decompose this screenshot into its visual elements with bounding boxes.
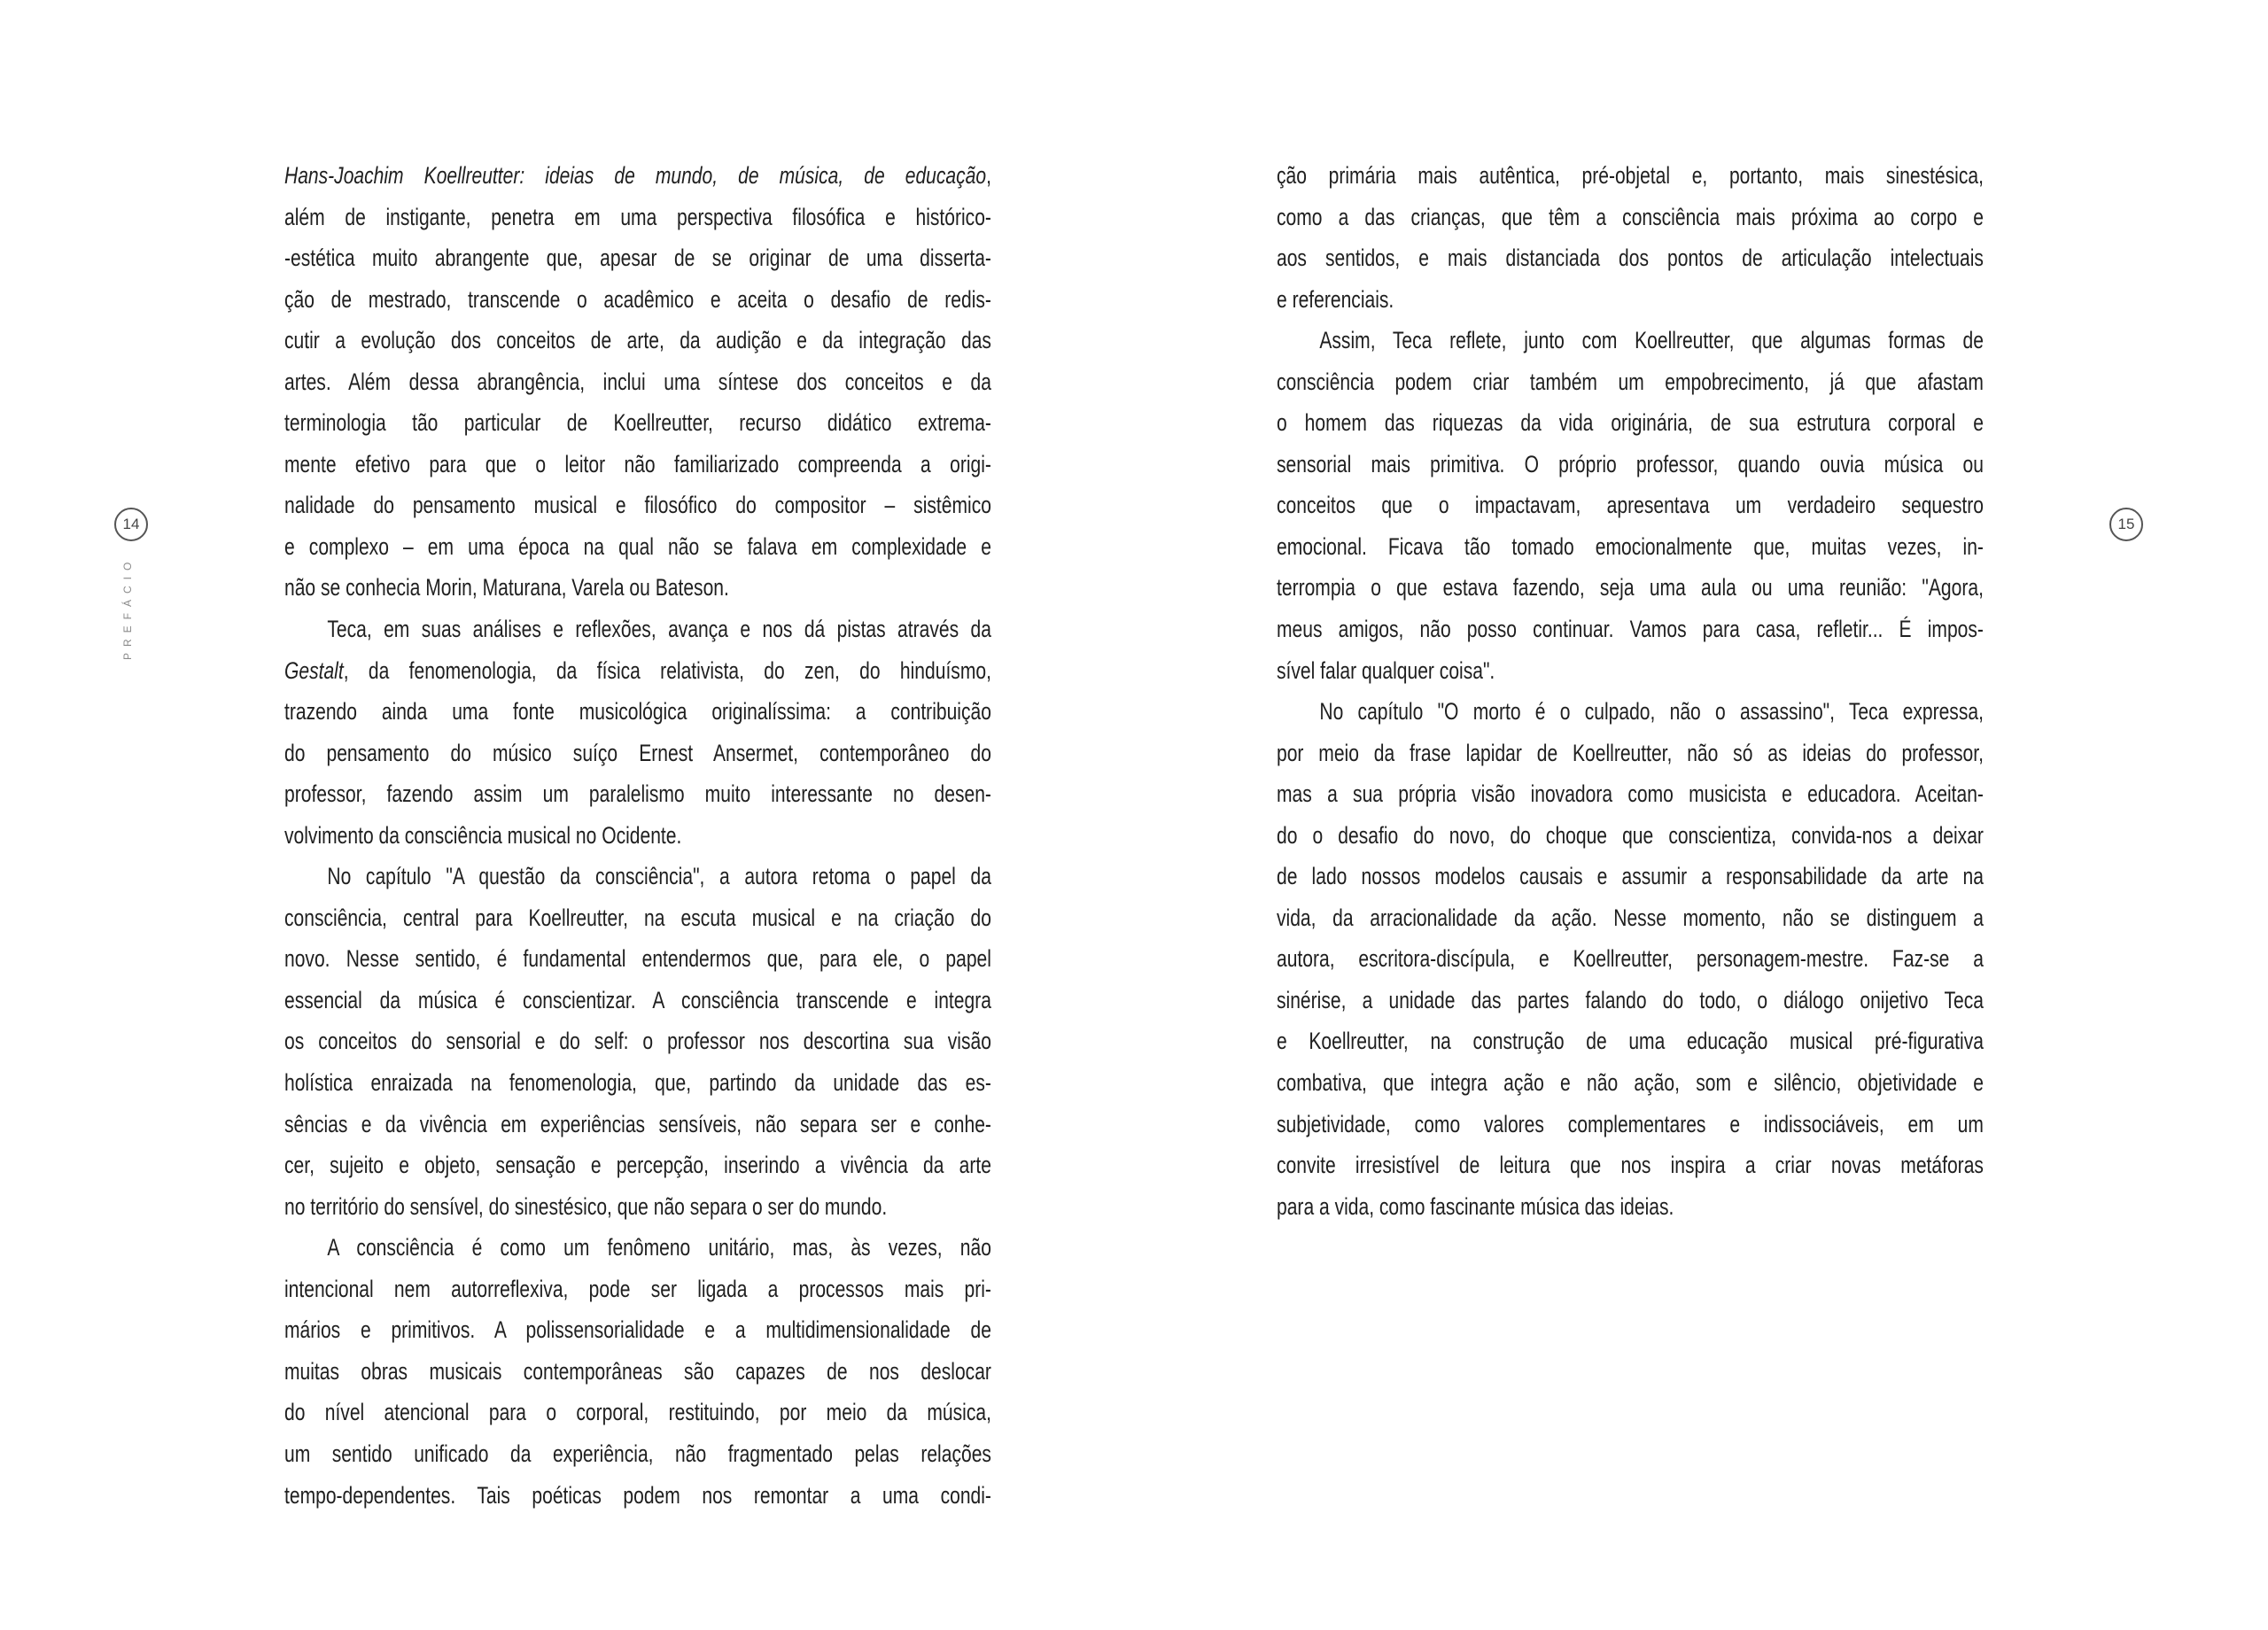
line-text: -estética muito abrangente que, apesar de se originar de uma disserta- (284, 244, 991, 272)
text-line (1277, 938, 1984, 980)
text-line (284, 609, 991, 650)
line-text: um sentido unificado da experiência, não fragmentado pelas relações (284, 1440, 991, 1467)
page-number: 14 (122, 516, 140, 532)
text-line (284, 773, 991, 815)
line-text: subjetividade, como valores complementares e indissociáveis, em um (1277, 1110, 1984, 1137)
line-text: sível falar qualquer coisa". (1277, 656, 1495, 684)
text-line (284, 444, 991, 485)
line-text: e referenciais. (1277, 285, 1394, 313)
paragraph (284, 1227, 991, 1516)
line-text: novo. Nesse sentido, é fundamental entendermos que, para ele, o papel (284, 945, 991, 973)
page-number: 15 (2117, 516, 2135, 532)
line-text: consciência, central para Koellreutter, na escuta musical e na criação do (284, 904, 991, 931)
line-text: do o desafio do novo, do choque que conscientiza, convida-nos a deixar (1277, 821, 1984, 849)
text-line (284, 1433, 991, 1475)
text-line (284, 155, 991, 197)
text-line (284, 1351, 991, 1393)
text-line (284, 567, 991, 609)
line-text: autora, escritora-discípula, e Koellreutter, personagem-mestre. Faz-se a (1277, 945, 1984, 973)
text-line (1277, 1145, 1984, 1186)
text-line (1277, 485, 1984, 526)
text-line (284, 733, 991, 774)
text-line (1277, 897, 1984, 939)
line-text: mas a sua própria visão inovadora como musicista e educadora. Aceitan- (1277, 780, 1984, 808)
line-text: sências e da vivência em experiências sensíveis, não separa ser e conhe- (284, 1110, 991, 1137)
line-text: além de instigante, penetra em uma perspectiva filosófica e histórico- (284, 203, 991, 230)
text-line (284, 897, 991, 939)
text-line (284, 650, 991, 692)
page-number-circle (2109, 508, 2143, 541)
line-text: e Koellreutter, na construção de uma educação musical pré-figurativa (1277, 1028, 1984, 1055)
paragraph (1277, 320, 1984, 691)
line-text: aos sentidos, e mais distanciada dos pontos de articulação intelectuais (1277, 244, 1984, 272)
right-page (1134, 0, 2268, 1630)
line-text: Teca, em suas análises e reflexões, avança e nos dá pistas através da (327, 616, 991, 643)
line-text: artes. Além dessa abrangência, inclui uma síntese dos conceitos e da (284, 368, 991, 395)
text-line (1277, 155, 1984, 197)
text-line (1277, 609, 1984, 650)
line-text: no território do sensível, do sinestésico, que não separa o ser do mundo. (284, 1192, 888, 1220)
line-text: nalidade do pensamento musical e filosófico do compositor – sistêmico (284, 492, 991, 519)
line-text: convite irresistível de leitura que nos inspira a criar novas metáforas (1277, 1152, 1984, 1179)
line-text: os conceitos do sensorial e do self: o professor nos descortina sua visão (284, 1028, 991, 1055)
text-line (1277, 197, 1984, 238)
text-line (284, 279, 991, 321)
line-text: o homem das riquezas da vida originária, de sua estrutura corporal e (1277, 409, 1984, 437)
line-text: trazendo ainda uma fonte musicológica originalíssima: a contribuição (284, 698, 991, 726)
line-text: para a vida, como fascinante música das ideias. (1277, 1192, 1674, 1220)
text-line (284, 815, 991, 857)
text-line (284, 1269, 991, 1310)
text-line (284, 1309, 991, 1351)
line-text: combativa, que integra ação e não ação, som e silêncio, objetividade e (1277, 1069, 1984, 1097)
text-line (1277, 320, 1984, 361)
text-line (284, 197, 991, 238)
line-text: intencional nem autorreflexiva, pode ser ligada a processos mais pri- (284, 1275, 991, 1302)
text-line (284, 1227, 991, 1269)
line-text: professor, fazendo assim um paralelismo muito interessante no desen- (284, 780, 991, 808)
text-line (284, 856, 991, 897)
text-line (284, 1062, 991, 1104)
text-line (1277, 980, 1984, 1021)
text-line (1277, 856, 1984, 897)
line-text: e complexo – em uma época na qual não se falava em complexidade e (284, 532, 991, 560)
paragraph (1277, 691, 1984, 1227)
line-text: , da fenomenologia, da física relativista, do zen, do hinduísmo, (343, 656, 991, 684)
line-text: terrompia o que estava fazendo, seja uma aula ou uma reunião: "Agora, (1277, 574, 1984, 602)
line-text: Assim, Teca reflete, junto com Koellreutter, que algumas formas de (1319, 327, 1984, 354)
text-line (284, 402, 991, 444)
text-line (284, 1392, 991, 1433)
line-text: sensorial mais primitiva. O próprio professor, quando ouvia música ou (1277, 450, 1984, 477)
text-line (1277, 402, 1984, 444)
text-line (284, 938, 991, 980)
text-line (1277, 733, 1984, 774)
text-line (1277, 237, 1984, 279)
text-line (284, 691, 991, 733)
line-text: , (986, 162, 991, 189)
section-label: PREFÁCIO (121, 555, 134, 660)
line-text: mente efetivo para que o leitor não familiarizado compreenda a origi- (284, 450, 991, 477)
text-line (1277, 1186, 1984, 1228)
text-line (1277, 691, 1984, 733)
paragraph (1277, 155, 1984, 320)
line-text: de lado nossos modelos causais e assumir a responsabilidade da arte na (1277, 863, 1984, 890)
line-text: meus amigos, não posso continuar. Vamos para casa, refletir... É impos- (1277, 616, 1984, 643)
line-text: No capítulo "O morto é o culpado, não o assassino", Teca expressa, (1319, 698, 1984, 726)
line-text: volvimento da consciência musical no Ocidente. (284, 821, 682, 849)
line-text: não se conhecia Morin, Maturana, Varela ou Bateson. (284, 574, 729, 602)
paragraph (284, 609, 991, 856)
italic-title: Gestalt (284, 656, 344, 684)
text-line (1277, 567, 1984, 609)
text-line (284, 320, 991, 361)
text-line (1277, 444, 1984, 485)
line-text: mários e primitivos. A polissensorialidade e a multidimensionalidade de (284, 1316, 991, 1344)
line-text: muitas obras musicais contemporâneas são capazes de nos deslocar (284, 1357, 991, 1385)
line-text: No capítulo "A questão da consciência", a autora retoma o papel da (327, 863, 991, 890)
line-text: ção de mestrado, transcende o acadêmico e aceita o desafio de redis- (284, 285, 991, 313)
text-line (1277, 279, 1984, 321)
text-line (284, 237, 991, 279)
text-column (1277, 155, 1984, 1227)
text-line (284, 526, 991, 568)
text-line (1277, 815, 1984, 857)
text-line (284, 1186, 991, 1228)
text-line (284, 1475, 991, 1517)
text-line (284, 485, 991, 526)
text-line (284, 1104, 991, 1145)
text-line (284, 1021, 991, 1062)
line-text: por meio da frase lapidar de Koellreutter, não só as ideias do professor, (1277, 739, 1984, 766)
line-text: como a das crianças, que têm a consciência mais próxima ao corpo e (1277, 203, 1984, 230)
line-text: terminologia tão particular de Koellreutter, recurso didático extrema- (284, 409, 991, 437)
line-text: tempo-dependentes. Tais poéticas podem nos remontar a uma condi- (284, 1481, 991, 1509)
line-text: cutir a evolução dos conceitos de arte, da audição e da integração das (284, 327, 991, 354)
paragraph (284, 155, 991, 609)
line-text: emocional. Ficava tão tomado emocionalmente que, muitas vezes, in- (1277, 532, 1984, 560)
line-text: essencial da música é conscientizar. A consciência transcende e integra (284, 986, 991, 1013)
text-line (1277, 1021, 1984, 1062)
line-text: cer, sujeito e objeto, sensação e percepção, inserindo a vivência da arte (284, 1152, 991, 1179)
italic-title: Hans-Joachim Koellreutter: ideias de mundo, de música, de educação (284, 162, 987, 189)
line-text: vida, da arracionalidade da ação. Nesse momento, não se distinguem a (1277, 904, 1984, 931)
text-line (1277, 650, 1984, 692)
page-number-circle (114, 508, 148, 541)
text-line (284, 361, 991, 403)
text-line (1277, 526, 1984, 568)
line-text: conceitos que o impactavam, apresentava um verdadeiro sequestro (1277, 492, 1984, 519)
text-line (1277, 1104, 1984, 1145)
line-text: do nível atencional para o corporal, restituindo, por meio da música, (284, 1399, 991, 1426)
text-line (1277, 1062, 1984, 1104)
line-text: holística enraizada na fenomenologia, que, partindo da unidade das es- (284, 1069, 991, 1097)
line-text: sinérise, a unidade das partes falando do todo, o diálogo onijetivo Teca (1277, 986, 1984, 1013)
line-text: do pensamento do músico suíço Ernest Ansermet, contemporâneo do (284, 739, 991, 766)
text-line (284, 980, 991, 1021)
text-line (1277, 773, 1984, 815)
line-text: consciência podem criar também um empobrecimento, já que afastam (1277, 368, 1984, 395)
text-line (1277, 361, 1984, 403)
paragraph (284, 856, 991, 1227)
line-text: ção primária mais autêntica, pré-objetal e, portanto, mais sinestésica, (1277, 162, 1984, 189)
text-column (284, 155, 991, 1516)
text-line (284, 1145, 991, 1186)
line-text: A consciência é como um fenômeno unitário, mas, às vezes, não (327, 1234, 991, 1261)
